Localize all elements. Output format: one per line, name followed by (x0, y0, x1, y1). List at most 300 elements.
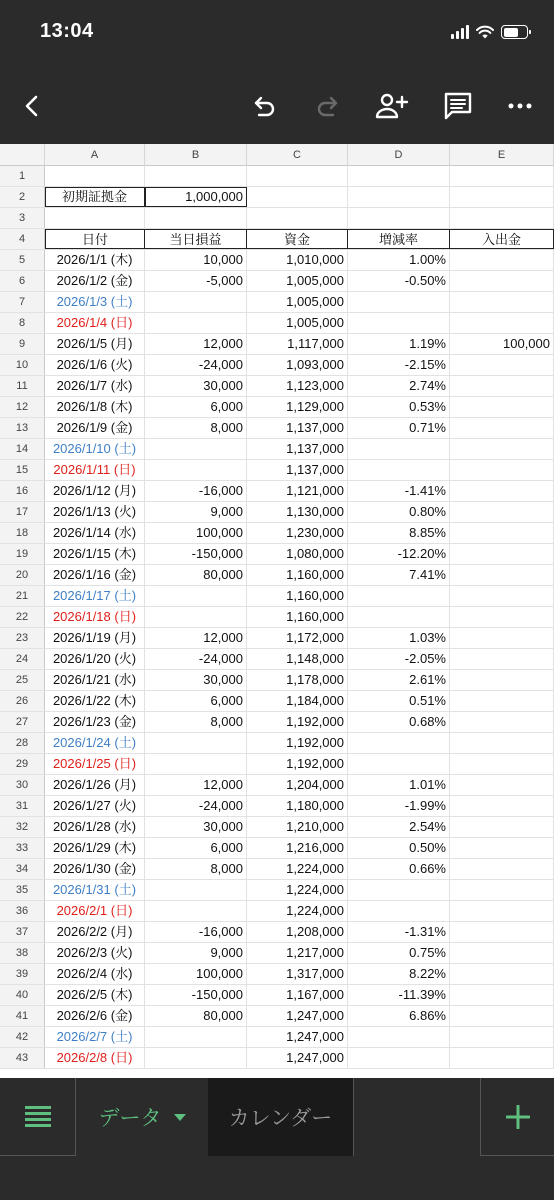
funds-cell[interactable]: 1,204,000 (247, 775, 348, 795)
funds-cell[interactable]: 1,010,000 (247, 250, 348, 270)
funds-cell[interactable]: 1,160,000 (247, 565, 348, 585)
row-number[interactable]: 40 (0, 985, 45, 1005)
funds-cell[interactable]: 1,005,000 (247, 313, 348, 333)
cell[interactable] (145, 208, 247, 228)
deposit-cell[interactable] (450, 880, 554, 900)
daily-pnl-cell[interactable]: -5,000 (145, 271, 247, 291)
row-number[interactable]: 20 (0, 565, 45, 585)
date-cell[interactable]: 2026/1/20 (火) (45, 649, 145, 669)
cell[interactable] (450, 166, 554, 186)
change-rate-cell[interactable]: -1.41% (348, 481, 450, 501)
change-rate-cell[interactable]: -1.31% (348, 922, 450, 942)
daily-pnl-cell[interactable] (145, 1027, 247, 1047)
date-cell[interactable]: 2026/2/4 (水) (45, 964, 145, 984)
funds-cell[interactable]: 1,137,000 (247, 418, 348, 438)
row-number[interactable]: 42 (0, 1027, 45, 1047)
more-button[interactable] (502, 88, 538, 124)
date-cell[interactable]: 2026/1/8 (木) (45, 397, 145, 417)
table-row (0, 418, 554, 439)
deposit-cell[interactable] (450, 838, 554, 858)
daily-pnl-cell[interactable] (145, 607, 247, 627)
date-cell[interactable]: 2026/1/15 (木) (45, 544, 145, 564)
change-rate-cell[interactable]: 1.00% (348, 250, 450, 270)
cell[interactable] (450, 208, 554, 228)
change-rate-cell[interactable]: -2.05% (348, 649, 450, 669)
daily-pnl-cell[interactable] (145, 460, 247, 480)
table-row (0, 691, 554, 712)
row-number[interactable]: 26 (0, 691, 45, 711)
cell[interactable] (145, 166, 247, 186)
cellular-signal-icon (451, 25, 469, 39)
deposit-cell[interactable] (450, 586, 554, 606)
change-rate-cell[interactable] (348, 1027, 450, 1047)
deposit-cell[interactable] (450, 1027, 554, 1047)
redo-button[interactable] (310, 88, 346, 124)
daily-pnl-cell[interactable]: 80,000 (145, 565, 247, 585)
daily-pnl-cell[interactable]: 100,000 (145, 964, 247, 984)
change-rate-cell[interactable]: 1.19% (348, 334, 450, 354)
deposit-cell[interactable] (450, 250, 554, 270)
daily-pnl-cell[interactable]: 80,000 (145, 1006, 247, 1026)
date-cell[interactable]: 2026/2/6 (金) (45, 1006, 145, 1026)
change-rate-cell[interactable]: -12.20% (348, 544, 450, 564)
row-number[interactable]: 11 (0, 376, 45, 396)
date-cell[interactable]: 2026/1/31 (土) (45, 880, 145, 900)
daily-pnl-cell[interactable] (145, 733, 247, 753)
daily-pnl-cell[interactable]: 12,000 (145, 628, 247, 648)
daily-pnl-cell[interactable]: -24,000 (145, 649, 247, 669)
header-daily-pnl[interactable]: 当日損益 (145, 229, 247, 249)
date-cell[interactable]: 2026/1/17 (土) (45, 586, 145, 606)
table-row (0, 187, 554, 208)
row-number[interactable]: 34 (0, 859, 45, 879)
funds-cell[interactable]: 1,148,000 (247, 649, 348, 669)
row-number[interactable]: 3 (0, 208, 45, 228)
date-cell[interactable]: 2026/1/16 (金) (45, 565, 145, 585)
header-change-rate[interactable]: 増減率 (348, 229, 450, 249)
change-rate-cell[interactable]: 8.22% (348, 964, 450, 984)
deposit-cell[interactable] (450, 901, 554, 921)
row-number[interactable]: 13 (0, 418, 45, 438)
date-cell[interactable]: 2026/1/4 (日) (45, 313, 145, 333)
row-number[interactable]: 5 (0, 250, 45, 270)
funds-cell[interactable]: 1,005,000 (247, 292, 348, 312)
row-number[interactable]: 2 (0, 187, 45, 207)
table-row (0, 733, 554, 754)
funds-cell[interactable]: 1,178,000 (247, 670, 348, 690)
funds-cell[interactable]: 1,137,000 (247, 460, 348, 480)
sheet-tabs (0, 1078, 554, 1156)
funds-cell[interactable]: 1,224,000 (247, 880, 348, 900)
date-cell[interactable]: 2026/1/7 (水) (45, 376, 145, 396)
column-header-c[interactable]: C (247, 144, 348, 166)
funds-cell[interactable]: 1,180,000 (247, 796, 348, 816)
funds-cell[interactable]: 1,217,000 (247, 943, 348, 963)
funds-cell[interactable]: 1,172,000 (247, 628, 348, 648)
tab-calendar[interactable] (208, 1078, 354, 1156)
date-cell[interactable]: 2026/2/8 (日) (45, 1048, 145, 1068)
row-number[interactable]: 23 (0, 628, 45, 648)
table-row (0, 523, 554, 544)
change-rate-cell[interactable]: -1.99% (348, 796, 450, 816)
table-row (0, 943, 554, 964)
row-number[interactable]: 12 (0, 397, 45, 417)
deposit-cell[interactable] (450, 523, 554, 543)
row-number[interactable]: 14 (0, 439, 45, 459)
table-row (0, 670, 554, 691)
date-cell[interactable]: 2026/1/27 (火) (45, 796, 145, 816)
row-number[interactable]: 27 (0, 712, 45, 732)
row-number[interactable]: 33 (0, 838, 45, 858)
initial-margin-value[interactable]: 1,000,000 (145, 187, 247, 207)
tab-label: カレンダー (228, 1107, 333, 1130)
row-number[interactable]: 24 (0, 649, 45, 669)
change-rate-cell[interactable] (348, 1048, 450, 1068)
row-number[interactable]: 15 (0, 460, 45, 480)
column-header-d[interactable]: D (348, 144, 450, 166)
date-cell[interactable]: 2026/1/26 (月) (45, 775, 145, 795)
column-header-b[interactable]: B (145, 144, 247, 166)
date-cell[interactable]: 2026/1/5 (月) (45, 334, 145, 354)
change-rate-cell[interactable]: 6.86% (348, 1006, 450, 1026)
table-row (0, 481, 554, 502)
funds-cell[interactable]: 1,005,000 (247, 271, 348, 291)
row-number[interactable]: 30 (0, 775, 45, 795)
change-rate-cell[interactable] (348, 586, 450, 606)
funds-cell[interactable]: 1,121,000 (247, 481, 348, 501)
cell[interactable] (348, 208, 450, 228)
date-cell[interactable]: 2026/1/12 (月) (45, 481, 145, 501)
daily-pnl-cell[interactable]: -24,000 (145, 355, 247, 375)
daily-pnl-cell[interactable]: 10,000 (145, 250, 247, 270)
daily-pnl-cell[interactable]: 6,000 (145, 691, 247, 711)
deposit-cell[interactable] (450, 670, 554, 690)
app-top-bar (0, 0, 554, 144)
change-rate-cell[interactable]: 0.80% (348, 502, 450, 522)
tab-data[interactable] (76, 1078, 208, 1156)
daily-pnl-cell[interactable] (145, 292, 247, 312)
date-cell[interactable]: 2026/1/9 (金) (45, 418, 145, 438)
funds-cell[interactable]: 1,160,000 (247, 586, 348, 606)
daily-pnl-cell[interactable]: 12,000 (145, 334, 247, 354)
column-header-a[interactable]: A (45, 144, 145, 166)
funds-cell[interactable]: 1,184,000 (247, 691, 348, 711)
change-rate-cell[interactable] (348, 733, 450, 753)
back-button[interactable] (14, 88, 50, 124)
change-rate-cell[interactable]: 1.03% (348, 628, 450, 648)
table-row (0, 964, 554, 985)
funds-cell[interactable]: 1,129,000 (247, 397, 348, 417)
funds-cell[interactable]: 1,117,000 (247, 334, 348, 354)
table-row (0, 313, 554, 334)
row-number[interactable]: 29 (0, 754, 45, 774)
cell[interactable] (247, 187, 348, 207)
deposit-cell[interactable] (450, 649, 554, 669)
deposit-cell[interactable]: 100,000 (450, 334, 554, 354)
daily-pnl-cell[interactable] (145, 1048, 247, 1068)
daily-pnl-cell[interactable]: 9,000 (145, 943, 247, 963)
funds-cell[interactable]: 1,167,000 (247, 985, 348, 1005)
daily-pnl-cell[interactable]: -24,000 (145, 796, 247, 816)
change-rate-cell[interactable] (348, 439, 450, 459)
daily-pnl-cell[interactable] (145, 901, 247, 921)
row-number[interactable]: 22 (0, 607, 45, 627)
funds-cell[interactable]: 1,137,000 (247, 439, 348, 459)
share-button[interactable] (374, 88, 410, 124)
deposit-cell[interactable] (450, 418, 554, 438)
change-rate-cell[interactable]: -0.50% (348, 271, 450, 291)
daily-pnl-cell[interactable]: -16,000 (145, 922, 247, 942)
funds-cell[interactable]: 1,130,000 (247, 502, 348, 522)
row-number[interactable]: 31 (0, 796, 45, 816)
date-cell[interactable]: 2026/1/3 (土) (45, 292, 145, 312)
sheet-list-button[interactable] (0, 1078, 76, 1156)
date-cell[interactable]: 2026/2/7 (土) (45, 1027, 145, 1047)
date-cell[interactable]: 2026/2/2 (月) (45, 922, 145, 942)
row-number[interactable]: 7 (0, 292, 45, 312)
table-row (0, 838, 554, 859)
funds-cell[interactable]: 1,160,000 (247, 607, 348, 627)
change-rate-cell[interactable]: -2.15% (348, 355, 450, 375)
cell[interactable] (247, 166, 348, 186)
funds-cell[interactable]: 1,247,000 (247, 1027, 348, 1047)
change-rate-cell[interactable]: 2.61% (348, 670, 450, 690)
change-rate-cell[interactable]: 0.71% (348, 418, 450, 438)
funds-cell[interactable]: 1,192,000 (247, 712, 348, 732)
daily-pnl-cell[interactable]: -150,000 (145, 544, 247, 564)
cell[interactable] (348, 166, 450, 186)
deposit-cell[interactable] (450, 628, 554, 648)
daily-pnl-cell[interactable]: -150,000 (145, 985, 247, 1005)
deposit-cell[interactable] (450, 796, 554, 816)
change-rate-cell[interactable] (348, 460, 450, 480)
initial-margin-label[interactable]: 初期証拠金 (45, 187, 145, 207)
deposit-cell[interactable] (450, 502, 554, 522)
daily-pnl-cell[interactable]: 100,000 (145, 523, 247, 543)
table-row (0, 712, 554, 733)
funds-cell[interactable]: 1,210,000 (247, 817, 348, 837)
deposit-cell[interactable] (450, 985, 554, 1005)
daily-pnl-cell[interactable]: 12,000 (145, 775, 247, 795)
date-cell[interactable]: 2026/1/14 (水) (45, 523, 145, 543)
deposit-cell[interactable] (450, 292, 554, 312)
cell[interactable] (45, 166, 145, 186)
daily-pnl-cell[interactable]: 30,000 (145, 376, 247, 396)
funds-cell[interactable]: 1,123,000 (247, 376, 348, 396)
change-rate-cell[interactable]: -11.39% (348, 985, 450, 1005)
tab-label: データ (98, 1107, 162, 1130)
daily-pnl-cell[interactable]: 9,000 (145, 502, 247, 522)
row-number[interactable]: 37 (0, 922, 45, 942)
funds-cell[interactable]: 1,247,000 (247, 1006, 348, 1026)
daily-pnl-cell[interactable] (145, 439, 247, 459)
change-rate-cell[interactable]: 0.53% (348, 397, 450, 417)
date-cell[interactable]: 2026/1/28 (水) (45, 817, 145, 837)
funds-cell[interactable]: 1,224,000 (247, 859, 348, 879)
row-number[interactable]: 1 (0, 166, 45, 186)
change-rate-cell[interactable] (348, 754, 450, 774)
daily-pnl-cell[interactable]: 8,000 (145, 418, 247, 438)
deposit-cell[interactable] (450, 565, 554, 585)
deposit-cell[interactable] (450, 481, 554, 501)
row-number[interactable]: 16 (0, 481, 45, 501)
daily-pnl-cell[interactable] (145, 586, 247, 606)
header-funds[interactable]: 資金 (247, 229, 348, 249)
row-number[interactable]: 10 (0, 355, 45, 375)
date-cell[interactable]: 2026/1/23 (金) (45, 712, 145, 732)
change-rate-cell[interactable]: 8.85% (348, 523, 450, 543)
dropdown-icon[interactable] (174, 1114, 186, 1121)
sheet-list-icon (25, 1106, 51, 1128)
date-cell[interactable]: 2026/1/29 (木) (45, 838, 145, 858)
deposit-cell[interactable] (450, 460, 554, 480)
funds-cell[interactable]: 1,230,000 (247, 523, 348, 543)
change-rate-cell[interactable] (348, 607, 450, 627)
date-cell[interactable]: 2026/2/3 (火) (45, 943, 145, 963)
deposit-cell[interactable] (450, 817, 554, 837)
row-number[interactable]: 4 (0, 229, 45, 249)
change-rate-cell[interactable]: 0.68% (348, 712, 450, 732)
change-rate-cell[interactable]: 7.41% (348, 565, 450, 585)
deposit-cell[interactable] (450, 313, 554, 333)
row-number[interactable]: 21 (0, 586, 45, 606)
change-rate-cell[interactable]: 0.50% (348, 838, 450, 858)
deposit-cell[interactable] (450, 712, 554, 732)
row-number[interactable]: 36 (0, 901, 45, 921)
row-number[interactable]: 43 (0, 1048, 45, 1068)
cell[interactable] (450, 187, 554, 207)
cell[interactable] (45, 208, 145, 228)
deposit-cell[interactable] (450, 922, 554, 942)
deposit-cell[interactable] (450, 775, 554, 795)
status-time: 13:04 (40, 20, 94, 42)
undo-button[interactable] (246, 88, 282, 124)
row-number[interactable]: 9 (0, 334, 45, 354)
daily-pnl-cell[interactable]: 8,000 (145, 859, 247, 879)
deposit-cell[interactable] (450, 691, 554, 711)
funds-cell[interactable]: 1,317,000 (247, 964, 348, 984)
date-cell[interactable]: 2026/1/30 (金) (45, 859, 145, 879)
funds-cell[interactable]: 1,208,000 (247, 922, 348, 942)
deposit-cell[interactable] (450, 943, 554, 963)
deposit-cell[interactable] (450, 397, 554, 417)
daily-pnl-cell[interactable]: 30,000 (145, 670, 247, 690)
row-number[interactable]: 6 (0, 271, 45, 291)
funds-cell[interactable]: 1,192,000 (247, 733, 348, 753)
daily-pnl-cell[interactable]: 8,000 (145, 712, 247, 732)
deposit-cell[interactable] (450, 439, 554, 459)
deposit-cell[interactable] (450, 271, 554, 291)
funds-cell[interactable]: 1,224,000 (247, 901, 348, 921)
deposit-cell[interactable] (450, 859, 554, 879)
deposit-cell[interactable] (450, 376, 554, 396)
change-rate-cell[interactable]: 1.01% (348, 775, 450, 795)
funds-cell[interactable]: 1,192,000 (247, 754, 348, 774)
funds-cell[interactable]: 1,247,000 (247, 1048, 348, 1068)
deposit-cell[interactable] (450, 964, 554, 984)
change-rate-cell[interactable]: 0.75% (348, 943, 450, 963)
deposit-cell[interactable] (450, 754, 554, 774)
date-cell[interactable]: 2026/1/6 (火) (45, 355, 145, 375)
daily-pnl-cell[interactable] (145, 754, 247, 774)
date-cell[interactable]: 2026/1/10 (土) (45, 439, 145, 459)
date-cell[interactable]: 2026/1/21 (水) (45, 670, 145, 690)
deposit-cell[interactable] (450, 355, 554, 375)
row-number[interactable]: 41 (0, 1006, 45, 1026)
date-cell[interactable]: 2026/1/19 (月) (45, 628, 145, 648)
table-row (0, 334, 554, 355)
table-row (0, 565, 554, 586)
change-rate-cell[interactable]: 2.74% (348, 376, 450, 396)
date-cell[interactable]: 2026/1/24 (土) (45, 733, 145, 753)
spreadsheet-grid[interactable] (0, 144, 554, 1078)
select-all-corner[interactable] (0, 144, 45, 166)
date-cell[interactable]: 2026/1/13 (火) (45, 502, 145, 522)
date-cell[interactable]: 2026/2/1 (日) (45, 901, 145, 921)
date-cell[interactable]: 2026/1/11 (日) (45, 460, 145, 480)
daily-pnl-cell[interactable] (145, 880, 247, 900)
change-rate-cell[interactable]: 0.51% (348, 691, 450, 711)
column-header-e[interactable]: E (450, 144, 554, 166)
row-number[interactable]: 35 (0, 880, 45, 900)
date-cell[interactable]: 2026/1/18 (日) (45, 607, 145, 627)
daily-pnl-cell[interactable]: -16,000 (145, 481, 247, 501)
header-deposit-withdrawal[interactable]: 入出金 (450, 229, 554, 249)
date-cell[interactable]: 2026/1/1 (木) (45, 250, 145, 270)
funds-cell[interactable]: 1,080,000 (247, 544, 348, 564)
date-cell[interactable]: 2026/1/22 (木) (45, 691, 145, 711)
change-rate-cell[interactable] (348, 901, 450, 921)
row-number[interactable]: 32 (0, 817, 45, 837)
change-rate-cell[interactable] (348, 880, 450, 900)
row-number[interactable]: 18 (0, 523, 45, 543)
comment-icon (443, 91, 473, 121)
row-number[interactable]: 28 (0, 733, 45, 753)
row-number[interactable]: 38 (0, 943, 45, 963)
cell[interactable] (348, 187, 450, 207)
row-number[interactable]: 39 (0, 964, 45, 984)
change-rate-cell[interactable] (348, 313, 450, 333)
daily-pnl-cell[interactable]: 6,000 (145, 397, 247, 417)
row-number[interactable]: 19 (0, 544, 45, 564)
daily-pnl-cell[interactable]: 30,000 (145, 817, 247, 837)
deposit-cell[interactable] (450, 733, 554, 753)
change-rate-cell[interactable] (348, 292, 450, 312)
header-date[interactable]: 日付 (45, 229, 145, 249)
date-cell[interactable]: 2026/1/25 (日) (45, 754, 145, 774)
table-row (0, 586, 554, 607)
row-number[interactable]: 8 (0, 313, 45, 333)
daily-pnl-cell[interactable]: 6,000 (145, 838, 247, 858)
deposit-cell[interactable] (450, 1006, 554, 1026)
add-sheet-button[interactable] (480, 1078, 554, 1156)
daily-pnl-cell[interactable] (145, 313, 247, 333)
funds-cell[interactable]: 1,093,000 (247, 355, 348, 375)
row-number[interactable]: 17 (0, 502, 45, 522)
date-cell[interactable]: 2026/1/2 (金) (45, 271, 145, 291)
deposit-cell[interactable] (450, 544, 554, 564)
change-rate-cell[interactable]: 0.66% (348, 859, 450, 879)
comment-button[interactable] (440, 88, 476, 124)
add-person-icon (375, 92, 409, 120)
deposit-cell[interactable] (450, 1048, 554, 1068)
date-cell[interactable]: 2026/2/5 (木) (45, 985, 145, 1005)
deposit-cell[interactable] (450, 607, 554, 627)
funds-cell[interactable]: 1,216,000 (247, 838, 348, 858)
change-rate-cell[interactable]: 2.54% (348, 817, 450, 837)
row-number[interactable]: 25 (0, 670, 45, 690)
cell[interactable] (247, 208, 348, 228)
